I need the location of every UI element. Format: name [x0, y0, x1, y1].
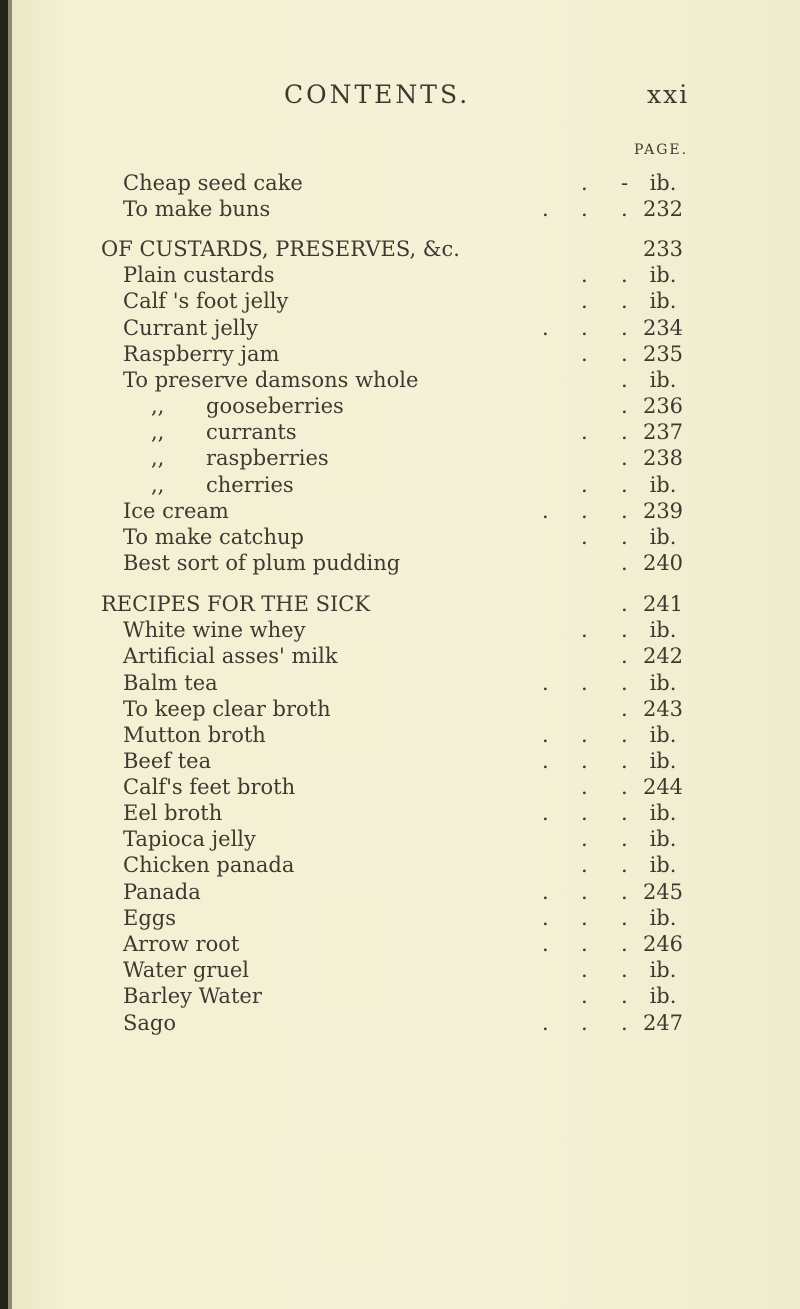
entry-title: Artificial asses' milk [123, 644, 338, 668]
page-number: ib. [649, 171, 677, 195]
entry-title: Chicken panada [123, 853, 295, 877]
page-number: 246 [642, 932, 684, 956]
leader-dot: . [581, 880, 588, 904]
toc-entry [0, 983, 800, 1009]
toc-entry [0, 722, 800, 748]
page-number: 233 [642, 237, 684, 261]
leader-dot: . [621, 368, 628, 392]
leader-dot: . [542, 932, 549, 956]
page-number: 242 [642, 644, 684, 668]
leader-dot: . [581, 958, 588, 982]
entry-title: raspberries [206, 446, 329, 470]
header-title: CONTENTS. [284, 80, 471, 109]
leader-dot: . [621, 197, 628, 221]
leader-dot: . [621, 446, 628, 470]
toc-entry [0, 196, 800, 222]
page-number: 236 [642, 394, 684, 418]
entry-title: Sago [123, 1011, 176, 1035]
toc-entry [0, 550, 800, 576]
page-number: ib. [649, 723, 677, 747]
entry-title: Tapioca jelly [123, 827, 256, 851]
page-column-label: PAGE. [634, 142, 689, 158]
page-number: 232 [642, 197, 684, 221]
toc-entry [0, 419, 800, 445]
leader-dot: . [621, 801, 628, 825]
page-number: ib. [649, 801, 677, 825]
ditto-mark: ,, [151, 446, 165, 470]
leader-dot: . [581, 853, 588, 877]
leader-dot: . [621, 473, 628, 497]
page-number: ib. [649, 618, 677, 642]
leader-dot: . [581, 525, 588, 549]
toc-entry [0, 696, 800, 722]
leader-dot: . [621, 525, 628, 549]
page-header [0, 80, 800, 120]
leader-dot: . [621, 316, 628, 340]
leader-dot: . [581, 1011, 588, 1035]
leader-dot: . [621, 906, 628, 930]
toc-entry [0, 315, 800, 341]
toc-entry [0, 879, 800, 905]
leader-dot: . [581, 723, 588, 747]
ditto-mark: ,, [151, 473, 165, 497]
leader-dot: . [581, 316, 588, 340]
toc-entry [0, 670, 800, 696]
leader-dot: . [621, 644, 628, 668]
leader-dot: . [581, 749, 588, 773]
page-number: ib. [649, 906, 677, 930]
leader-dot: . [621, 984, 628, 1008]
page-number: 239 [642, 499, 684, 523]
leader-dot: . [621, 289, 628, 313]
ditto-mark: ,, [151, 420, 165, 444]
leader-dot: . [542, 801, 549, 825]
page-number: ib. [649, 958, 677, 982]
entry-title: currants [206, 420, 297, 444]
entry-title: Best sort of plum pudding [123, 551, 401, 575]
leader-dot: . [581, 342, 588, 366]
entry-title: Water gruel [123, 958, 250, 982]
leader-dot: . [581, 618, 588, 642]
toc-entry [0, 341, 800, 367]
leader-dot: . [542, 906, 549, 930]
toc-entry [0, 498, 800, 524]
leader-dot: . [581, 499, 588, 523]
leader-dot: . [621, 394, 628, 418]
section-title: RECIPES FOR THE SICK [101, 592, 371, 616]
leader-dot: . [581, 801, 588, 825]
leader-dot: . [581, 289, 588, 313]
toc-entry [0, 367, 800, 393]
leader-dot: . [581, 197, 588, 221]
page-number: 238 [642, 446, 684, 470]
toc-entry [0, 774, 800, 800]
page-number: 247 [642, 1011, 684, 1035]
toc-entry [0, 748, 800, 774]
toc-entry [0, 472, 800, 498]
leader-dot: . [621, 932, 628, 956]
toc-entry [0, 643, 800, 669]
entry-title: Barley Water [123, 984, 262, 1008]
page-number: 237 [642, 420, 684, 444]
leader-dot: . [621, 420, 628, 444]
leader-dot: . [621, 263, 628, 287]
page-number: ib. [649, 368, 677, 392]
leader-dot: . [542, 1011, 549, 1035]
ditto-mark: ,, [151, 394, 165, 418]
leader-dot: . [581, 420, 588, 444]
page-number: ib. [649, 289, 677, 313]
entry-title: Raspberry jam [123, 342, 280, 366]
toc-entry [0, 905, 800, 931]
entry-title: Mutton broth [123, 723, 266, 747]
entry-title: Arrow root [123, 932, 240, 956]
toc-entry [0, 170, 800, 196]
entry-title: To make buns [123, 197, 271, 221]
entry-title: Calf's feet broth [123, 775, 296, 799]
page-number: ib. [649, 473, 677, 497]
entry-title: Plain custards [123, 263, 275, 287]
leader-dot: . [581, 906, 588, 930]
entry-title: White wine whey [123, 618, 306, 642]
toc-entry [0, 957, 800, 983]
page-number: ib. [649, 671, 677, 695]
entry-title: Ice cream [123, 499, 229, 523]
entry-title: Balm tea [123, 671, 218, 695]
leader-dot: . [581, 775, 588, 799]
toc-entry [0, 262, 800, 288]
leader-dot: . [621, 618, 628, 642]
leader-dot: . [621, 749, 628, 773]
entry-title: To keep clear broth [123, 697, 331, 721]
entry-title: Eel broth [123, 801, 223, 825]
entry-title: Beef tea [123, 749, 212, 773]
toc-entry [0, 1010, 800, 1036]
toc-entry [0, 852, 800, 878]
leader-dot: . [581, 171, 588, 195]
entry-title: To make catchup [123, 525, 304, 549]
page-number: ib. [649, 984, 677, 1008]
section-title: OF CUSTARDS, PRESERVES, &c. [101, 237, 460, 261]
toc-entry [0, 288, 800, 314]
toc-entry [0, 524, 800, 550]
leader-dot: . [621, 551, 628, 575]
entry-title: Eggs [123, 906, 176, 930]
page-number: ib. [649, 749, 677, 773]
leader-dot: . [542, 723, 549, 747]
leader-dot: . [621, 723, 628, 747]
section-heading [0, 591, 800, 617]
entry-title: cherries [206, 473, 294, 497]
leader-dot: . [621, 775, 628, 799]
entry-title: Panada [123, 880, 201, 904]
leader-dot: . [621, 592, 628, 616]
section-heading [0, 236, 800, 262]
leader-dot: . [621, 880, 628, 904]
page-number: 244 [642, 775, 684, 799]
page-number: ib. [649, 263, 677, 287]
leader-dot: . [621, 853, 628, 877]
page-number: ib. [649, 853, 677, 877]
leader-dot: . [542, 671, 549, 695]
leader-dot: . [621, 697, 628, 721]
page-number: ib. [649, 525, 677, 549]
toc-entry [0, 931, 800, 957]
entry-title: To preserve damsons whole [123, 368, 419, 392]
leader-dot: . [542, 316, 549, 340]
leader-dot: . [581, 984, 588, 1008]
toc-entry [0, 826, 800, 852]
toc-entry [0, 800, 800, 826]
leader-dot: . [621, 342, 628, 366]
leader-dot: . [621, 958, 628, 982]
entry-title: Calf 's foot jelly [123, 289, 289, 313]
entry-title: gooseberries [206, 394, 344, 418]
leader-dot: - [621, 171, 629, 195]
header-page-numeral: xxi [647, 80, 690, 109]
leader-dot: . [621, 499, 628, 523]
leader-dot: . [581, 263, 588, 287]
page-number: 235 [642, 342, 684, 366]
leader-dot: . [621, 1011, 628, 1035]
page-number: ib. [649, 827, 677, 851]
leader-dot: . [581, 932, 588, 956]
page-number: 234 [642, 316, 684, 340]
leader-dot: . [621, 827, 628, 851]
leader-dot: . [621, 671, 628, 695]
page-number: 243 [642, 697, 684, 721]
page-number: 241 [642, 592, 684, 616]
leader-dot: . [581, 473, 588, 497]
leader-dot: . [542, 499, 549, 523]
entry-title: Currant jelly [123, 316, 259, 340]
leader-dot: . [581, 671, 588, 695]
leader-dot: . [581, 827, 588, 851]
toc-entry [0, 445, 800, 471]
page-number: 245 [642, 880, 684, 904]
leader-dot: . [542, 749, 549, 773]
leader-dot: . [542, 880, 549, 904]
page-number: 240 [642, 551, 684, 575]
leader-dot: . [542, 197, 549, 221]
entry-title: Cheap seed cake [123, 171, 303, 195]
toc-entry [0, 617, 800, 643]
toc-entry [0, 393, 800, 419]
